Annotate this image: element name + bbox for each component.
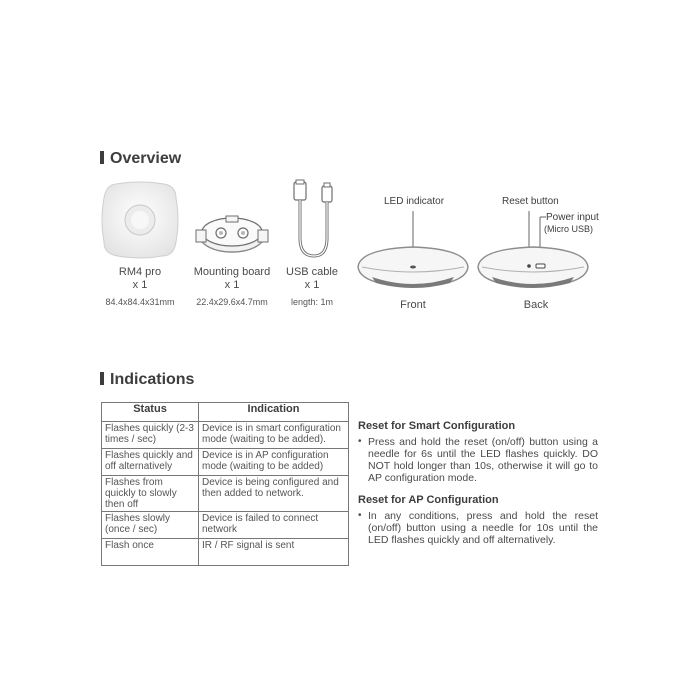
power-input-sub: (Micro USB) bbox=[544, 224, 593, 234]
indication-cell: Device is being configured and then added to network. bbox=[199, 476, 349, 512]
rm4-name: RM4 pro bbox=[118, 266, 162, 278]
reset-smart-heading: Reset for Smart Configuration bbox=[358, 420, 516, 432]
usb-cable-dims: length: 1m bbox=[290, 297, 334, 307]
indications-table bbox=[101, 402, 349, 566]
reset-smart-block bbox=[358, 436, 598, 484]
indication-cell: IR / RF signal is sent bbox=[199, 539, 349, 566]
reset-ap-heading: Reset for AP Configuration bbox=[358, 494, 499, 506]
table-row bbox=[102, 449, 349, 476]
indications-title: Indications bbox=[100, 371, 194, 389]
indication-cell: Device is in smart configuration mode (waiting to be added). bbox=[199, 422, 349, 449]
back-caption: Back bbox=[523, 299, 549, 311]
rm4-qty: x 1 bbox=[132, 279, 148, 291]
status-cell: Flash once bbox=[102, 539, 199, 566]
front-view-image bbox=[350, 205, 480, 295]
title-bar bbox=[100, 372, 104, 385]
front-caption: Front bbox=[400, 299, 426, 311]
status-cell: Flashes quickly (2-3 times / sec) bbox=[102, 422, 199, 449]
status-cell: Flashes quickly and off alternatively bbox=[102, 449, 199, 476]
rm4-pro-image bbox=[100, 180, 180, 260]
mounting-board-qty: x 1 bbox=[224, 279, 240, 291]
usb-cable-qty: x 1 bbox=[304, 279, 320, 291]
table-header-row bbox=[102, 403, 349, 422]
rm4-dims: 84.4x84.4x31mm bbox=[105, 297, 175, 307]
mounting-board-dims: 22.4x29.6x4.7mm bbox=[196, 297, 268, 307]
led-indicator-callout: LED indicator bbox=[384, 196, 445, 207]
indication-cell: Device is in AP configuration mode (waiting to be added) bbox=[199, 449, 349, 476]
mounting-board-image bbox=[192, 208, 272, 258]
overview-title: Overview bbox=[100, 150, 181, 168]
title-bar bbox=[100, 151, 104, 164]
reset-ap-block bbox=[358, 510, 598, 546]
bullet: • bbox=[358, 436, 362, 447]
status-header: Status bbox=[102, 403, 199, 422]
reset-ap-text: In any conditions, press and hold the reset (on/off) button using a needle for 10s until the LED flashes quickly and off alternatively. bbox=[368, 510, 598, 546]
table-row bbox=[102, 476, 349, 512]
indication-cell: Device is failed to connect network bbox=[199, 512, 349, 539]
reset-button-callout: Reset button bbox=[502, 196, 559, 207]
power-input-callout: Power input bbox=[546, 212, 599, 223]
bullet: • bbox=[358, 510, 362, 521]
status-cell: Flashes from quickly to slowly then off bbox=[102, 476, 199, 512]
mounting-board-name: Mounting board bbox=[193, 266, 271, 278]
usb-cable-name: USB cable bbox=[286, 266, 338, 278]
table-row bbox=[102, 539, 349, 566]
back-view-image bbox=[470, 205, 600, 295]
table-row bbox=[102, 422, 349, 449]
status-cell: Flashes slowly (once / sec) bbox=[102, 512, 199, 539]
indication-header: Indication bbox=[199, 403, 349, 422]
table-row bbox=[102, 512, 349, 539]
usb-cable-image bbox=[290, 178, 340, 263]
reset-smart-text: Press and hold the reset (on/off) button using a needle for 6s until the LED flashes quickly. DO NOT hold longer than 10s, otherwise it will go to AP configuration mode. bbox=[368, 436, 598, 484]
